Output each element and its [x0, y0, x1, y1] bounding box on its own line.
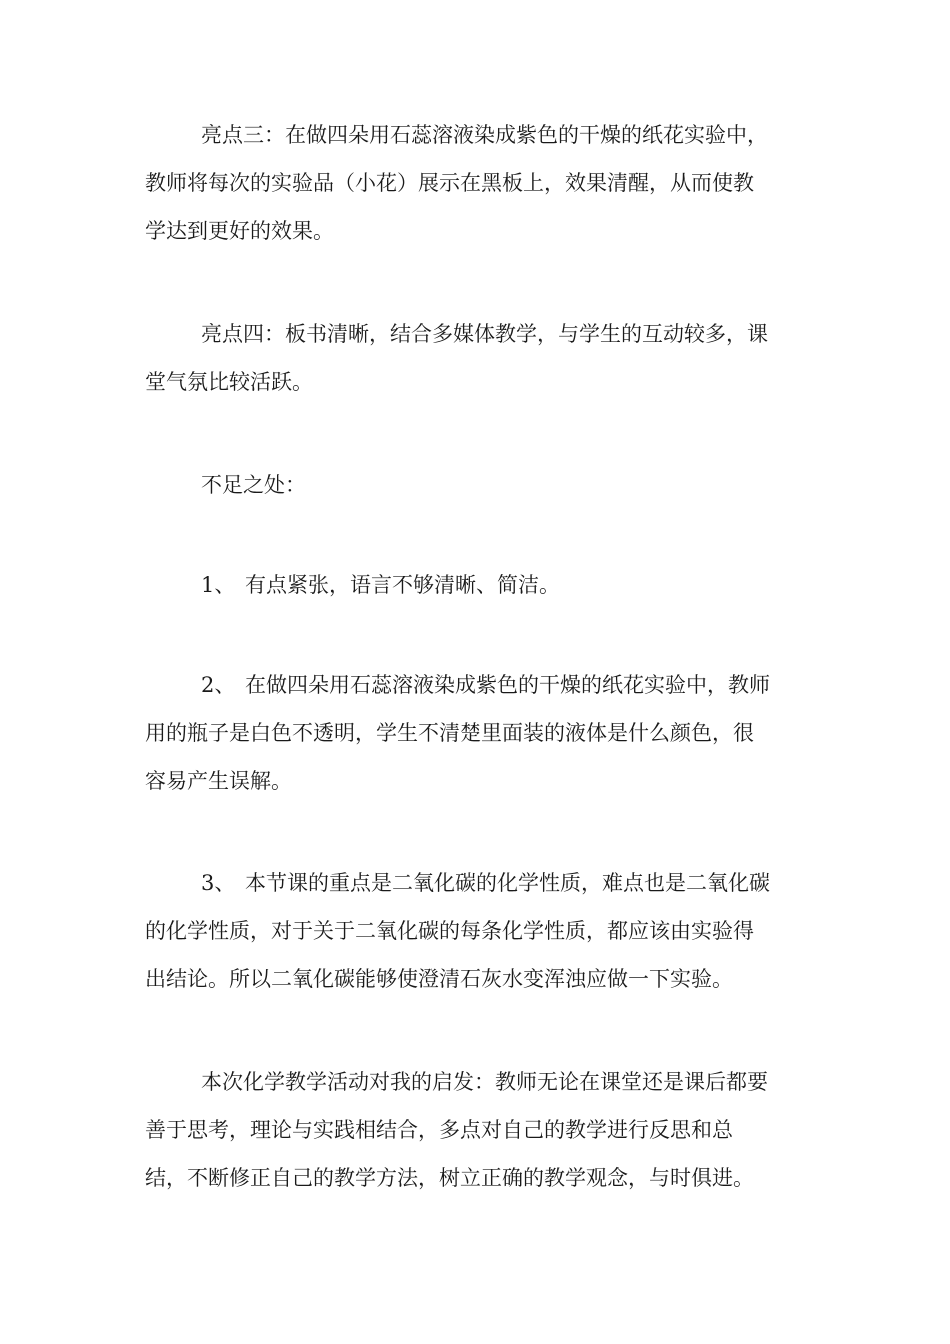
list-number: 1、: [201, 573, 236, 597]
text-line: 出结论。所以二氧化碳能够使澄清石灰水变浑浊应做一下实验。: [145, 967, 733, 991]
paragraph-highlight-4: [145, 310, 810, 406]
text-line: 亮点三：在做四朵用石蕊溶液染成紫色的干燥的纸花实验中，: [201, 123, 768, 147]
section-heading: 不足之处：: [201, 473, 306, 497]
text-line: 善于思考，理论与实践相结合，多点对自己的教学进行反思和总: [145, 1118, 733, 1142]
list-item-text: 本节课的重点是二氧化碳的化学性质，难点也是二氧化碳: [245, 871, 770, 895]
paragraph-shortcomings-heading: [145, 461, 810, 509]
list-item-shortcoming-1: [145, 561, 810, 609]
paragraph-highlight-3: [145, 111, 810, 255]
text-line: 用的瓶子是白色不透明，学生不清楚里面装的液体是什么颜色，很: [145, 721, 754, 745]
text-line: 学达到更好的效果。: [145, 219, 334, 243]
text-line: 容易产生误解。: [145, 769, 292, 793]
list-number: 2、: [201, 673, 236, 697]
paragraph-reflection: [145, 1058, 810, 1202]
text-line: 的化学性质，对于关于二氧化碳的每条化学性质，都应该由实验得: [145, 919, 754, 943]
text-line: 教师将每次的实验品（小花）展示在黑板上，效果清醒，从而使教: [145, 171, 754, 195]
text-line: 结，不断修正自己的教学方法，树立正确的教学观念，与时俱进。: [145, 1166, 754, 1190]
list-item-text: 在做四朵用石蕊溶液染成紫色的干燥的纸花实验中，教师: [245, 673, 770, 697]
list-item-shortcoming-2: [145, 661, 810, 805]
text-line: 亮点四：板书清晰，结合多媒体教学，与学生的互动较多，课: [201, 322, 768, 346]
text-line: [145, 859, 810, 907]
list-item-text: 有点紧张，语言不够清晰、简洁。: [245, 573, 560, 597]
text-line: 堂气氛比较活跃。: [145, 370, 313, 394]
text-line: [145, 561, 810, 609]
text-line: 本次化学教学活动对我的启发：教师无论在课堂还是课后都要: [201, 1070, 768, 1094]
list-item-shortcoming-3: [145, 859, 810, 1003]
list-number: 3、: [201, 871, 236, 895]
text-line: [145, 661, 810, 709]
